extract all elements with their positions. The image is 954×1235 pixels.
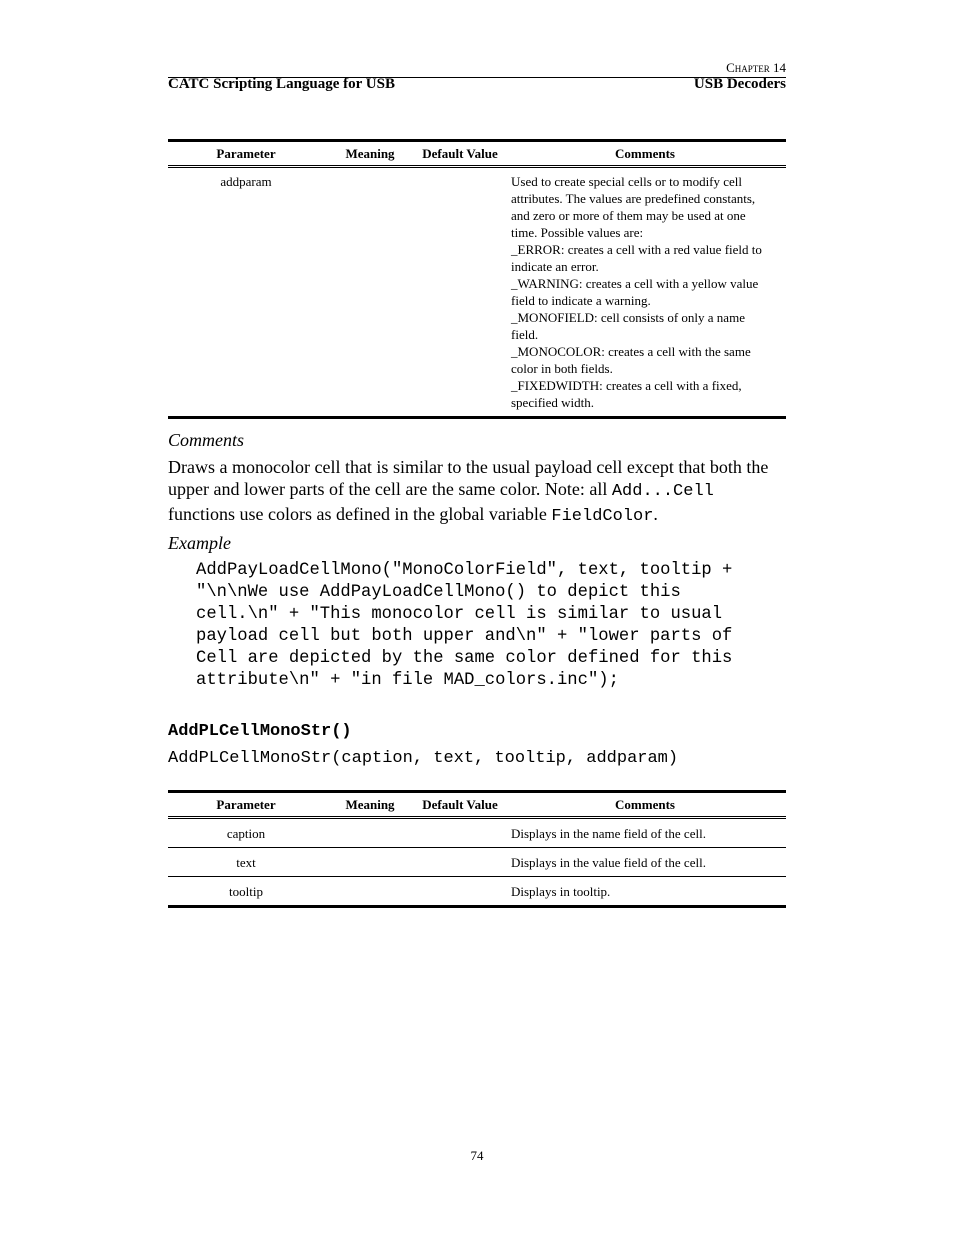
column-header-default-value: Default Value <box>422 797 498 812</box>
code-line: Cell are depicted by the same color defined for this <box>196 649 733 668</box>
column-header-comments: Comments <box>615 146 675 161</box>
cell-meaning <box>324 818 416 848</box>
cell-parameter: caption <box>226 826 266 841</box>
cell-meaning <box>324 167 416 418</box>
cell-comments: Displays in the name field of the cell. <box>511 826 706 841</box>
code-line: cell.\n" + "This monocolor cell is similar to usual <box>196 605 723 624</box>
comments-paragraph <box>168 456 786 528</box>
table-row <box>168 818 786 848</box>
function-signature: AddPLCellMonoStr(caption, text, tooltip, addparam) <box>168 749 679 768</box>
column-header-comments: Comments <box>615 797 675 812</box>
table-row <box>168 167 786 418</box>
comment-line: _MONOCOLOR: creates a cell with the same <box>511 344 751 359</box>
code-line: AddPayLoadCellMono("MonoColorField", text, tooltip + <box>196 561 733 580</box>
comments-line-1: Draws a monocolor cell that is similar to the usual payload cell except that both the <box>168 457 769 477</box>
cell-default <box>416 848 504 877</box>
comments-heading: Comments <box>168 430 244 450</box>
cell-default <box>416 818 504 848</box>
cell-meaning <box>324 877 416 907</box>
comments-line-3-end: . <box>653 504 658 524</box>
parameter-table-2 <box>168 790 786 908</box>
example-heading: Example <box>168 533 231 553</box>
cell-comments <box>504 167 786 418</box>
table-header-row <box>168 141 786 167</box>
comment-line: indicate an error. <box>511 259 599 274</box>
comment-line: _FIXEDWIDTH: creates a cell with a fixed, <box>511 378 742 393</box>
table-row <box>168 877 786 907</box>
column-header-parameter: Parameter <box>216 146 276 161</box>
comment-line: _MONOFIELD: cell consists of only a name <box>511 310 745 325</box>
comments-line-2-text: upper and lower parts of the cell are the same color. Note: all <box>168 479 612 499</box>
comment-line: time. Possible values are: <box>511 225 644 240</box>
cell-parameter: text <box>236 855 256 870</box>
cell-default <box>416 167 504 418</box>
running-header <box>168 60 786 96</box>
parameter-table-1 <box>168 139 786 419</box>
header-book-title: CATC Scripting Language for USB <box>168 76 395 92</box>
comments-line-3-text: functions use colors as defined in the global variable <box>168 504 552 524</box>
code-line: "\n\nWe use AddPayLoadCellMono() to depict this <box>196 583 681 602</box>
comments-line-2 <box>168 478 786 503</box>
comment-line: specified width. <box>511 395 595 410</box>
example-code-block <box>196 560 796 692</box>
cell-default <box>416 877 504 907</box>
inline-code-add-cell: Add...Cell <box>611 482 714 501</box>
function-heading: AddPLCellMonoStr() <box>168 722 352 741</box>
chapter-word: Chapter <box>726 60 770 75</box>
comment-line: attributes. The values are predefined constants, <box>511 191 756 206</box>
code-line: payload cell but both upper and\n" + "lower parts of <box>196 627 733 646</box>
cell-comments: Displays in the value field of the cell. <box>511 855 706 870</box>
page-number: 74 <box>470 1148 484 1163</box>
comment-line: field. <box>511 327 539 342</box>
cell-meaning <box>324 848 416 877</box>
comment-line: _WARNING: creates a cell with a yellow value <box>511 276 759 291</box>
header-chapter-title: USB Decoders <box>693 76 786 92</box>
inline-code-fieldcolor: FieldColor <box>551 507 654 526</box>
cell-parameter: tooltip <box>229 884 263 899</box>
table-row <box>168 848 786 877</box>
column-header-default-value: Default Value <box>422 146 498 161</box>
chapter-label <box>726 60 786 76</box>
table-header-row <box>168 792 786 818</box>
column-header-parameter: Parameter <box>216 797 276 812</box>
cell-comments: Displays in tooltip. <box>511 884 611 899</box>
code-line: attribute\n" + "in file MAD_colors.inc"); <box>196 671 619 690</box>
comment-line: color in both fields. <box>511 361 613 376</box>
cell-parameter: addparam <box>220 174 272 189</box>
comment-line: and zero or more of them may be used at one <box>511 208 746 223</box>
comment-line: _ERROR: creates a cell with a red value field to <box>511 242 762 257</box>
comment-line: field to indicate a warning. <box>511 293 651 308</box>
chapter-number: 14 <box>773 60 786 75</box>
comment-line: Used to create special cells or to modify cell <box>511 174 743 189</box>
comments-line-3 <box>168 503 786 528</box>
column-header-meaning: Meaning <box>345 146 395 161</box>
column-header-meaning: Meaning <box>345 797 395 812</box>
